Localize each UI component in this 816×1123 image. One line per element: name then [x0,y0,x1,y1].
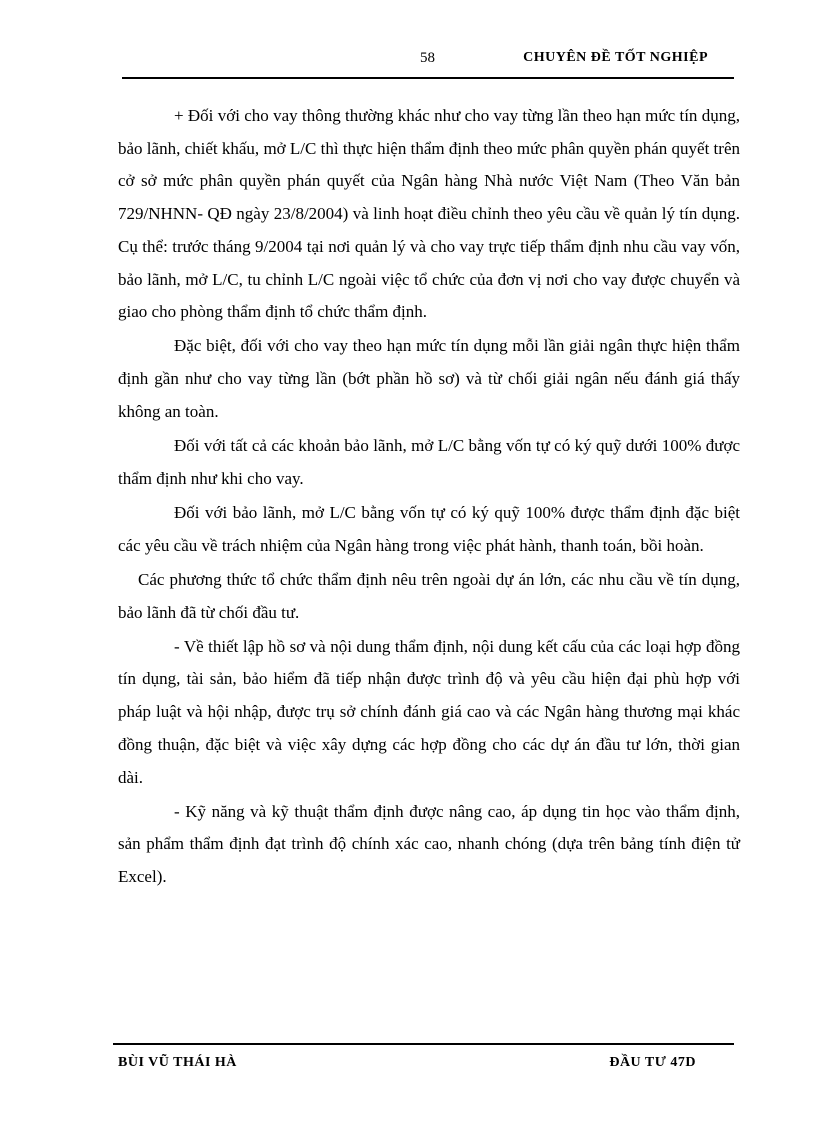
paragraph: - Về thiết lập hồ sơ và nội dung thẩm định, nội dung kết cấu của các loại hợp đồng tín dụng, tài sản, bảo hiểm đã tiếp nhận được trình độ và yêu cầu hiện đại phù hợp với pháp luật và hội nhập, được trụ sở chính đánh giá cao và các Ngân hàng thương mại khác đồng thuận, đặc biệt và việc xây dựng các hợp đồng cho các dự án đầu tư lớn, thời gian dài. [118,636,740,787]
footer-class: ĐẦU TƯ 47D [609,1055,696,1070]
header-rule [122,77,734,79]
paragraph: + Đối với cho vay thông thường khác như cho vay từng lần theo hạn mức tín dụng, bảo lãnh, chiết khấu, mở L/C thì thực hiện thẩm định theo mức phân quyền phán quyết trên cở sở mức phân quyền phán quyết của Ngân hàng Nhà nước Việt Nam (Theo Văn bản 729/NHNN- QĐ ngày 23/8/2004) và linh hoạt điều chỉnh theo yêu cầu về quản lý tín dụng. Cụ thể: trước tháng 9/2004 tại nơi quản lý và cho vay trực tiếp thẩm định nhu cầu vay vốn, bảo lãnh, mở L/C, tu chỉnh L/C ngoài việc tổ chức của đơn vị nơi cho vay được chuyển và giao cho phòng thẩm định tổ chức thẩm định. [118,106,740,322]
paragraph: Các phương thức tổ chức thẩm định nêu trên ngoài dự án lớn, các nhu cầu về tín dụng, bảo lãnh đã từ chối đầu tư. [118,569,740,622]
paragraph: - Kỹ năng và kỹ thuật thẩm định được nâng cao, áp dụng tin học vào thẩm định, sản phẩm thẩm định đạt trình độ chính xác cao, nhanh chóng (dựa trên bảng tính điện tử Excel). [118,801,740,887]
paragraph: Đối với tất cả các khoản bảo lãnh, mở L/C bằng vốn tự có ký quỹ dưới 100% được thẩm định như khi cho vay. [118,436,740,488]
footer-rule [113,1043,734,1045]
document-body [118,100,740,895]
paragraph: Đặc biệt, đối với cho vay theo hạn mức tín dụng mỗi lần giải ngân thực hiện thẩm định gần như cho vay từng lần (bớt phần hồ sơ) và từ chối giải ngân nếu đánh giá thấy không an toàn. [118,336,740,421]
page-number: 58 [420,50,435,66]
page-header [122,50,734,78]
document-title: CHUYÊN ĐỀ TỐT NGHIỆP [523,50,708,65]
footer-author: BÙI VŨ THÁI HÀ [118,1055,237,1070]
paragraph: Đối với bảo lãnh, mở L/C bằng vốn tự có ký quỹ 100% được thẩm định đặc biệt các yêu cầu về trách nhiệm của Ngân hàng trong việc phát hành, thanh toán, bồi hoàn. [118,502,740,555]
